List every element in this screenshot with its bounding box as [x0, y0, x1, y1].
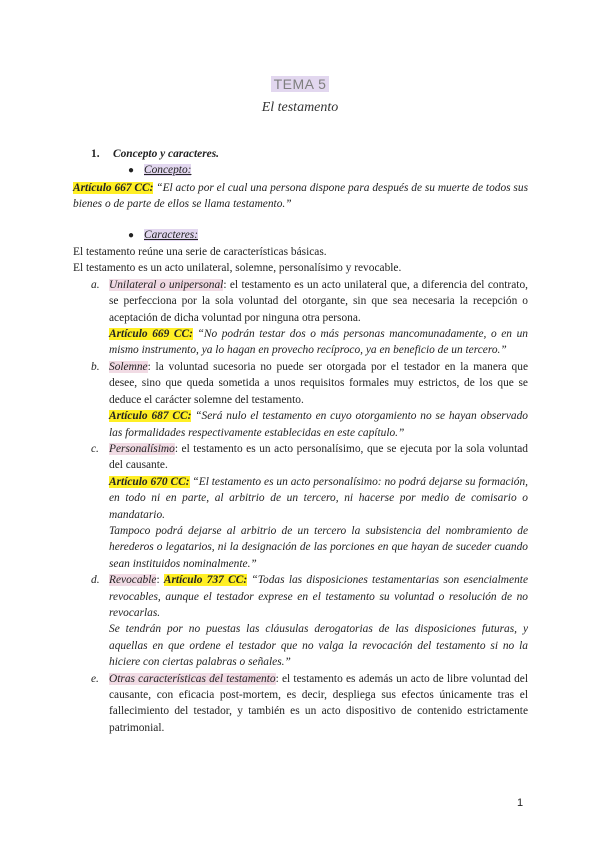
article-687-ref: Artículo 687 CC:: [109, 410, 192, 423]
article-737-text-2: Se tendrán por no puestas las cláusulas derogatorias de las disposiciones futuras, y aquellas en que ordene el testador que no valga la revocación del testamento si no la hiciere con ciertas palabras o señales.”: [109, 623, 528, 669]
concepto-article: [73, 180, 528, 213]
article-667-ref: Artículo 667 CC:: [73, 181, 154, 194]
list-marker: b.: [91, 360, 100, 373]
article-687-text: “Será nulo el testamento en cuyo otorgamiento no se hayan observado las formalidades respectivamente establecidas en este capítulo.”: [109, 410, 528, 439]
term-solemne: Solemne: [109, 360, 148, 373]
article-667-text: “El acto por el cual una persona dispone para después de su muerte de todos sus bienes o de parte de ellos se llama testamento.”: [73, 181, 528, 211]
term-personalisimo: Personalísimo: [109, 442, 175, 455]
term-unilateral-text: : el testamento es un acto unilateral que, a diferencia del contrato, se perfecciona por la sola voluntad del otorgante, sin que sea necesaria la recepción o aceptación de dicha voluntad por ninguna otra persona.: [109, 278, 528, 324]
list-marker: c.: [91, 442, 99, 455]
document-subtitle: El testamento: [261, 100, 339, 115]
bullet-icon: ●: [128, 229, 135, 241]
section-number: 1.: [91, 148, 100, 160]
bullet-icon: ●: [128, 165, 135, 177]
article-670: [109, 474, 528, 523]
list-marker: e.: [91, 672, 99, 685]
bullet-caracteres: [128, 227, 528, 244]
list-item-otras: [91, 671, 528, 737]
term-revocable: Revocable: [109, 574, 157, 587]
caracteres-intro-2: El testamento es un acto unilateral, solemne, personalísimo y revocable.: [73, 262, 402, 275]
term-unilateral: Unilateral o unipersonal: [109, 278, 224, 291]
term-otras-text: : el testamento es además un acto de libre voluntad del causante, con eficacia post-mortem, es decir, despliega sus efectos únicamente tras el fallecimiento del testador, y también es un acto dispositivo de contenido estrictamente patrimonial.: [109, 672, 528, 734]
article-669-ref: Artículo 669 CC:: [109, 328, 193, 341]
caracteres-intro-1: El testamento reúne una serie de características básicas.: [73, 246, 327, 259]
list-item-personalisimo: [91, 441, 528, 474]
article-669: [109, 326, 528, 359]
term-solemne-text: : la voluntad sucesoria no puede ser otorgada por el testador en la manera que desee, sino que queda sometida a unos requisitos formales muy estrictos, de los que se deduce el carácter solemne del testamento.: [109, 360, 528, 406]
list-item-solemne: [91, 359, 528, 408]
caracteres-label: Caracteres:: [144, 228, 198, 241]
term-revocable-sep: :: [156, 574, 164, 587]
list-marker: d.: [91, 574, 100, 587]
article-670-text-2: Tampoco podrá dejarse al arbitrio de un tercero la subsistencia del nombramiento de herederos o legatarios, ni la designación de las porciones en que hayan de suceder cuando sean instituidos nominalmente.”: [109, 524, 528, 570]
article-670-text: “El testamento es un acto personalísimo: no podrá dejarse su formación, en todo ni en parte, al arbitrio de un tercero, ni hacerse por medio de comisario o mandatario.: [109, 475, 528, 521]
topic-label: TEMA 5: [271, 76, 330, 92]
list-item-revocable: [91, 572, 528, 621]
term-personalisimo-text: : el testamento es un acto personalísimo, que se ejecuta por la sola voluntad del causante.: [109, 442, 528, 472]
document-body: [73, 146, 528, 736]
section-title: Concepto y caracteres.: [113, 148, 219, 160]
page-number: 1: [517, 797, 524, 809]
bullet-concepto: [128, 162, 528, 179]
concepto-label: Concepto:: [144, 164, 192, 177]
article-737-ref: Artículo 737 CC:: [163, 574, 248, 587]
list-marker: a.: [91, 278, 100, 291]
article-737-text: “Todas las disposiciones testamentarias son esencialmente revocables, aunque el testador exprese en el testamento su voluntad o resolución de no revocarlas.: [109, 574, 528, 619]
section-heading: [91, 146, 528, 162]
list-item-unilateral: [91, 277, 528, 326]
article-687: [109, 408, 528, 441]
topic-heading: [0, 76, 600, 92]
term-otras: Otras características del testamento: [109, 672, 276, 685]
article-670-ref: Artículo 670 CC:: [109, 475, 190, 488]
article-669-text: “No podrán testar dos o más personas mancomunadamente, o en un mismo instrumento, ya lo hagan en provecho recíproco, ya en beneficio de un tercero.”: [109, 328, 528, 357]
